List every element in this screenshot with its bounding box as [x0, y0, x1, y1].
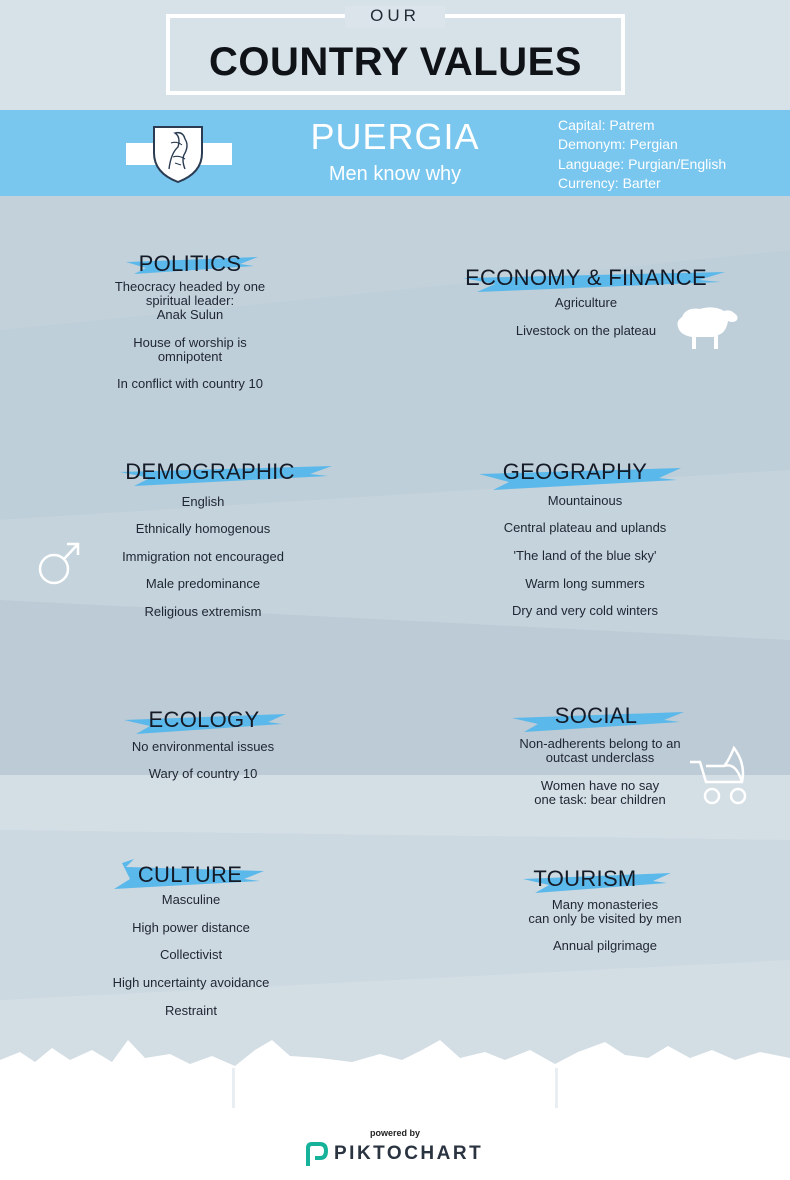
fact-language: Language: Purgian/English: [558, 155, 727, 172]
section-line: High uncertainty avoidance: [112, 975, 270, 990]
section-title: DEMOGRAPHIC: [125, 459, 295, 484]
section-title: ECONOMY & FINANCE: [465, 265, 707, 290]
section-line: No environmental issues: [131, 739, 275, 754]
section-line: one task: bear children: [534, 792, 666, 807]
section-ecology: [114, 708, 294, 732]
section-social: [506, 704, 686, 728]
section-economy: [445, 266, 727, 290]
section-line: can only be visited by men: [528, 911, 682, 926]
male-symbol-icon: [36, 538, 84, 588]
stroller-icon: [688, 740, 752, 808]
section-line: Religious extremism: [144, 604, 262, 619]
section-title: ECOLOGY: [148, 707, 260, 732]
section-line: Anak Sulun: [156, 307, 224, 322]
section-line: Ethnically homogenous: [135, 521, 271, 536]
piktochart-logo-icon[interactable]: [306, 1142, 328, 1168]
powered-by: powered by: [369, 1128, 420, 1138]
fact-capital: Capital: Patrem: [558, 117, 655, 133]
fact-demonym: Demonym: Pergian: [558, 136, 678, 153]
section-line: Immigration not encouraged: [122, 549, 284, 564]
section-line: spiritual leader:: [145, 293, 235, 308]
section-line: Non-adherents belong to an: [519, 736, 681, 751]
section-geography: [485, 460, 665, 484]
section-line: Warm long summers: [525, 576, 645, 591]
section-line: Wary of country 10: [148, 766, 258, 781]
section-line: Masculine: [161, 892, 221, 907]
section-culture: [110, 863, 270, 887]
section-line: High power distance: [132, 920, 250, 935]
section-title: POLITICS: [138, 251, 242, 276]
section-line: Restraint: [164, 1003, 218, 1018]
section-tourism: [515, 867, 655, 891]
section-line: Livestock on the plateau: [515, 323, 657, 338]
section-line: Central plateau and uplands: [503, 520, 667, 535]
section-line: Agriculture: [554, 295, 618, 310]
country-name: PUERGIA: [310, 116, 480, 157]
section-line: Male predominance: [145, 576, 261, 591]
section-line: Mountainous: [547, 493, 623, 508]
country-facts: [558, 116, 726, 194]
section-line: English: [181, 494, 225, 509]
section-title: CULTURE: [137, 862, 243, 887]
piktochart-brand[interactable]: PIKTOCHART: [334, 1143, 484, 1164]
section-line: In conflict with country 10: [117, 376, 263, 391]
crest-icon: [151, 123, 205, 185]
section-line: 'The land of the blue sky': [513, 548, 657, 563]
section-demographic: [110, 460, 310, 484]
sheep-icon: [674, 303, 740, 353]
section-line: Many monasteries: [551, 897, 659, 912]
section-title: TOURISM: [533, 866, 637, 891]
section-line: Annual pilgrimage: [552, 938, 658, 953]
section-politics: [100, 252, 280, 276]
section-line: omnipotent: [157, 349, 223, 364]
section-line: House of worship is: [133, 335, 247, 350]
country-motto: Men know why: [328, 163, 462, 185]
section-line: outcast underclass: [545, 750, 655, 765]
section-line: Women have no say: [540, 778, 660, 793]
section-title: SOCIAL: [554, 703, 638, 728]
page-title: COUNTRY VALUES: [209, 40, 582, 84]
section-line: Dry and very cold winters: [512, 603, 658, 618]
fact-currency: Currency: Barter: [558, 175, 661, 192]
header-kicker: OUR: [345, 6, 445, 28]
section-line: Collectivist: [159, 947, 223, 962]
section-title: GEOGRAPHY: [502, 459, 648, 484]
section-line: Theocracy headed by one: [114, 279, 266, 294]
